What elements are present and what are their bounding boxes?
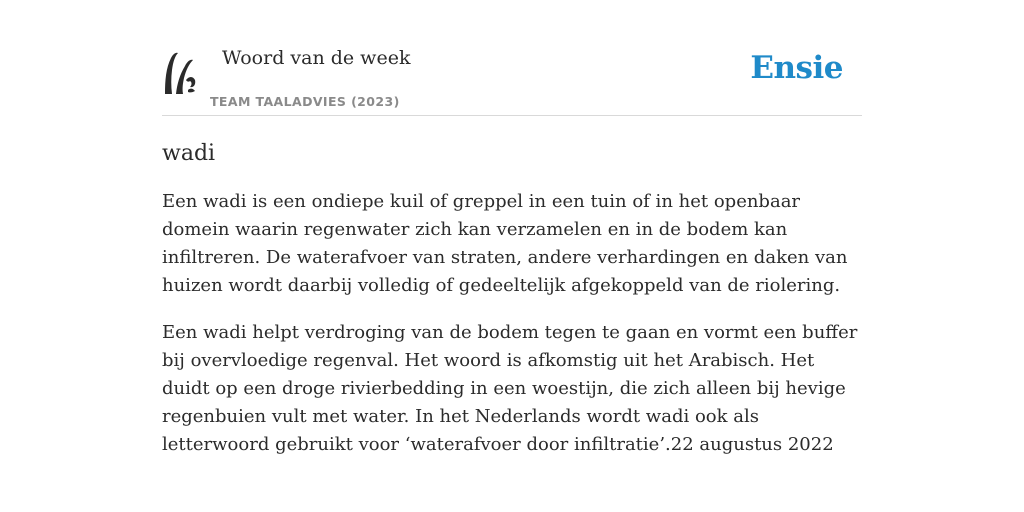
article-header — [162, 40, 862, 116]
entry-paragraph-1: Een wadi is een ondiepe kuil of greppel in een tuin of in het openbaar domein waarin regenwater zich kan verzamelen en in de bodem kan infiltreren. De waterafvoer van straten, andere verhardingen en daken van huizen wordt daarbij volledig of gedeeltelijk afgekoppeld van de riolering. — [162, 191, 848, 296]
entry-paragraph-2 — [162, 319, 862, 459]
flemish-lion-logo-icon — [162, 50, 198, 96]
ensie-brand-logo[interactable]: Ensie — [750, 50, 843, 86]
entry-date: 22 augustus 2022 — [670, 434, 834, 455]
article-card — [162, 40, 862, 459]
entry-paragraph-2-text: Een wadi helpt verdroging van de bodem tegen te gaan en vormt een buffer bij overvloedige regenval. Het woord is afkomstig uit het Arabisch. Het duidt op een droge rivierbedding in een woestijn, die zich alleen bij hevige regenbuien vult met water. In het Nederlands wordt wadi ook als letterwoord gebruikt voor ‘waterafvoer door infiltratie’. — [162, 322, 858, 455]
author-byline: TEAM TAALADVIES (2023) — [210, 94, 400, 109]
series-title: Woord van de week — [222, 47, 411, 69]
entry-title: wadi — [162, 141, 216, 166]
